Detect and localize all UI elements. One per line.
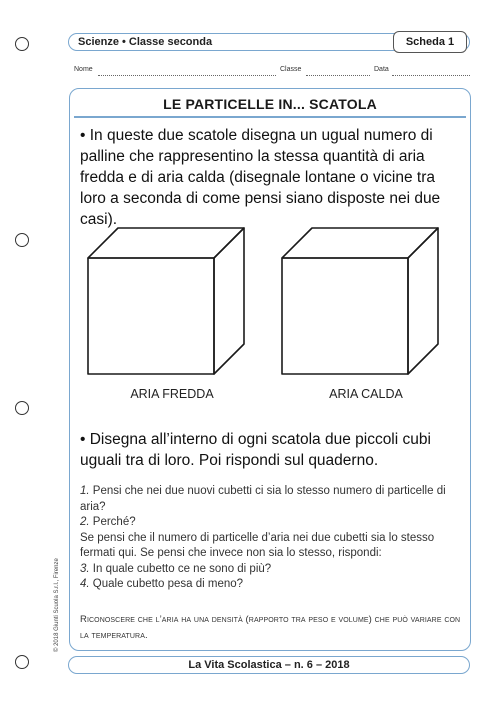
question-3-number: 3. (80, 562, 90, 575)
question-4-text: Quale cubetto pesa di meno? (89, 578, 244, 590)
question-2-text: Perché? (89, 516, 136, 528)
label-cold-air: ARIA FREDDA (130, 387, 214, 401)
binder-hole-top (15, 37, 29, 51)
date-field-line[interactable] (392, 75, 470, 76)
sheet-label: Scheda 1 (405, 36, 455, 48)
class-field-line[interactable] (306, 75, 370, 76)
instruction-draw-balls: • In queste due scatole disegna un ugual numero di palline che rappresentino la stessa quantità di aria fredda e di aria calda (disegnale lontane o vicine tra loro a seconda di come pensi siano disposte nei due casi). (80, 127, 441, 228)
conditional-instruction: Se pensi che il numero di particelle d’aria nei due cubetti sia lo stesso fermati qui. Se pensi che invece non sia lo stesso, rispondi: (80, 531, 435, 559)
copyright-notice: © 2018 Giunti Scuola S.r.l., Firenze (54, 558, 60, 652)
teacher-note: Riconoscere che l’aria ha una densità (rapporto tra peso e volume) che può variare con la temperatura. (80, 614, 461, 641)
question-3-text: In quale cubetto ce ne sono di più? (89, 562, 272, 575)
student-fields (70, 66, 472, 78)
question-4-number: 4. (80, 578, 90, 590)
name-field-line[interactable] (98, 75, 276, 76)
sheet-badge (393, 31, 467, 53)
binder-hole-upper (15, 233, 29, 247)
subject-label: Scienze • Classe seconda (78, 36, 213, 48)
question-4 (80, 577, 465, 593)
question-2 (80, 515, 465, 531)
footer-label: La Vita Scolastica – n. 6 – 2018 (188, 659, 350, 671)
box-warm-air[interactable] (280, 226, 440, 376)
footer-bar (68, 656, 470, 674)
binder-hole-bottom (15, 655, 29, 669)
question-1-text: Pensi che nei due nuovi cubetti ci sia lo stesso numero di particelle di aria? (80, 485, 446, 513)
class-field-label: Classe (280, 66, 302, 73)
question-1 (80, 484, 465, 515)
question-2-number: 2. (80, 516, 90, 528)
box-cold-air[interactable] (86, 226, 246, 376)
instruction-draw-cubes: • Disegna all’interno di ogni scatola due piccoli cubi uguali tra di loro. Poi rispondi sul quaderno. (80, 431, 431, 469)
question-3 (80, 562, 465, 578)
date-field-label: Data (374, 66, 389, 73)
questions-block (80, 484, 465, 593)
label-warm-air: ARIA CALDA (329, 387, 403, 401)
name-field-label: Nome (74, 66, 93, 73)
question-1-number: 1. (80, 485, 90, 497)
binder-hole-lower (15, 401, 29, 415)
title-divider (74, 116, 466, 118)
worksheet-title: LE PARTICELLE IN... SCATOLA (163, 96, 377, 112)
